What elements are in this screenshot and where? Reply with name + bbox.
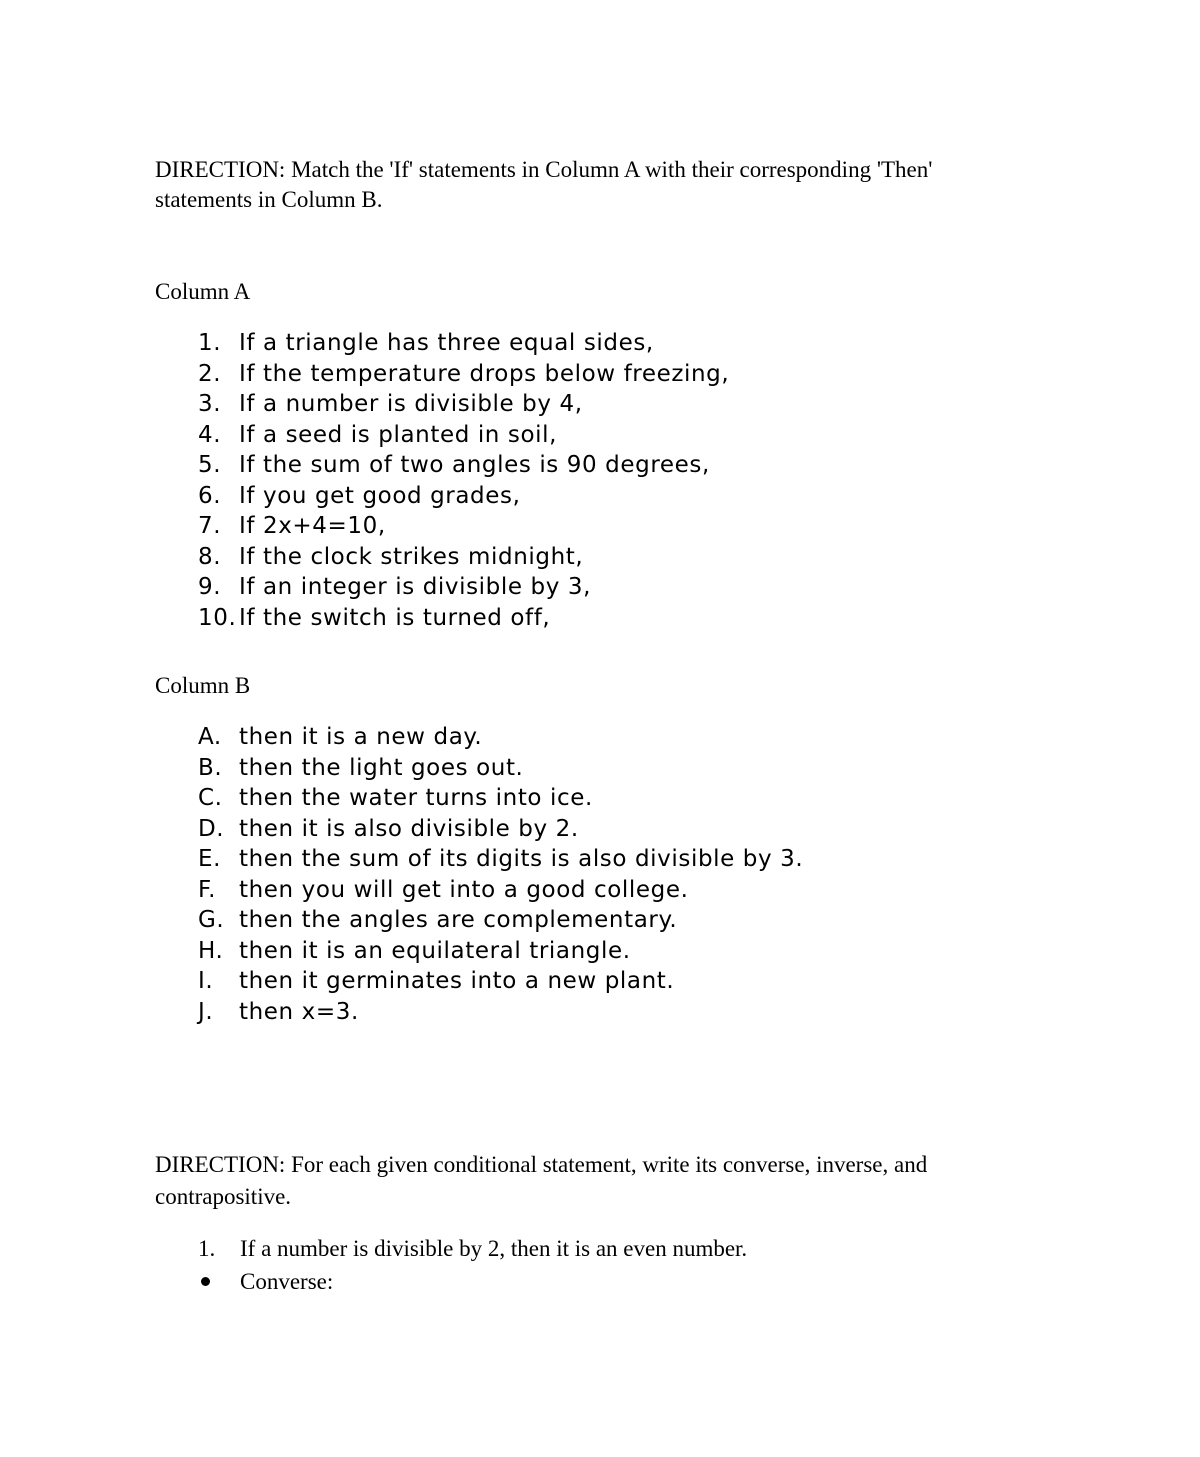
list-item — [198, 753, 1098, 784]
list-item-text: If a number is divisible by 4, — [239, 391, 583, 417]
list-item-text: If a triangle has three equal sides, — [239, 330, 654, 356]
list-marker: D. — [198, 815, 225, 842]
list-item — [198, 572, 1098, 603]
list-marker: 1. — [198, 330, 222, 356]
list-marker: 1. — [198, 1236, 216, 1261]
list-item — [198, 844, 1098, 875]
list-item — [198, 481, 1098, 512]
list-item-text: then x=3. — [239, 998, 359, 1025]
list-item — [198, 875, 1098, 906]
list-marker: 3. — [198, 391, 222, 417]
list-marker: G. — [198, 907, 225, 933]
list-item — [198, 814, 1098, 845]
list-item-text: If you get good grades, — [239, 482, 521, 509]
list-item — [198, 359, 1098, 390]
direction-line: DIRECTION: Match the 'If' statements in Column A with their corresponding 'Then' — [155, 157, 933, 182]
list-item — [198, 905, 1098, 936]
list-item-text: then the light goes out. — [239, 754, 524, 781]
list-item-text: then it is a new day. — [239, 724, 483, 750]
list-marker: B. — [198, 754, 223, 781]
direction-line: contrapositive. — [155, 1184, 292, 1209]
list-item-text: then the water turns into ice. — [239, 785, 593, 811]
list-item-text: then it germinates into a new plant. — [239, 968, 675, 994]
bullet-item-text: Converse: — [240, 1269, 334, 1294]
column-b-list — [198, 722, 1098, 1027]
column-a-heading: Column A — [155, 279, 251, 304]
list-marker: I. — [198, 968, 214, 994]
list-item — [198, 450, 1098, 481]
list-item — [198, 542, 1098, 573]
list-marker: 8. — [198, 543, 222, 570]
list-item — [198, 783, 1098, 814]
list-item — [198, 936, 1098, 967]
bullet-item — [198, 1265, 1098, 1298]
bullet-icon — [201, 1277, 210, 1286]
list-item — [198, 966, 1098, 997]
list-item-text: then the sum of its digits is also divisible by 3. — [239, 846, 804, 872]
list-item-text: If a seed is planted in soil, — [239, 421, 558, 448]
list-marker: C. — [198, 785, 223, 811]
list-item-text: then it is also divisible by 2. — [239, 815, 579, 842]
list-item-text: If an integer is divisible by 3, — [239, 574, 591, 600]
list-item-text: If the switch is turned off, — [239, 604, 551, 631]
list-item-text: then you will get into a good college. — [239, 876, 689, 903]
list-marker: 2. — [198, 360, 222, 387]
list-marker: 6. — [198, 482, 222, 509]
list-marker: 9. — [198, 574, 222, 600]
list-marker: 4. — [198, 421, 222, 448]
list-marker: E. — [198, 846, 222, 872]
list-item — [198, 389, 1098, 420]
list-item — [198, 603, 1098, 634]
list-item — [198, 997, 1098, 1028]
list-item-text: then it is an equilateral triangle. — [239, 937, 631, 964]
list-marker: H. — [198, 937, 224, 964]
list-item — [198, 328, 1098, 359]
list-item — [198, 1232, 1098, 1265]
list-item-text: If the sum of two angles is 90 degrees, — [239, 452, 710, 478]
direction-line: statements in Column B. — [155, 187, 383, 212]
list-item — [198, 420, 1098, 451]
list-item-text: If 2x+4=10, — [239, 513, 386, 539]
list-marker: 7. — [198, 513, 222, 539]
column-a-list — [198, 328, 1098, 633]
direction-conditional — [155, 1149, 1055, 1213]
list-marker: F. — [198, 876, 217, 903]
direction-matching — [155, 155, 1055, 215]
list-marker: A. — [198, 724, 222, 750]
list-item-text: then the angles are complementary. — [239, 907, 678, 933]
list-marker: J. — [198, 998, 214, 1025]
list-marker: 10. — [198, 604, 237, 631]
list-item — [198, 722, 1098, 753]
list-marker: 5. — [198, 452, 222, 478]
list-item-text: If the temperature drops below freezing, — [239, 360, 730, 387]
list-item — [198, 511, 1098, 542]
column-b-heading: Column B — [155, 673, 251, 698]
list-item-text: If the clock strikes midnight, — [239, 543, 584, 570]
conditional-statement-list — [198, 1232, 1098, 1265]
answer-bullet-list — [198, 1265, 1098, 1298]
direction-line: DIRECTION: For each given conditional statement, write its converse, inverse, and — [155, 1152, 928, 1177]
list-item-text: If a number is divisible by 2, then it is an even number. — [240, 1236, 748, 1261]
